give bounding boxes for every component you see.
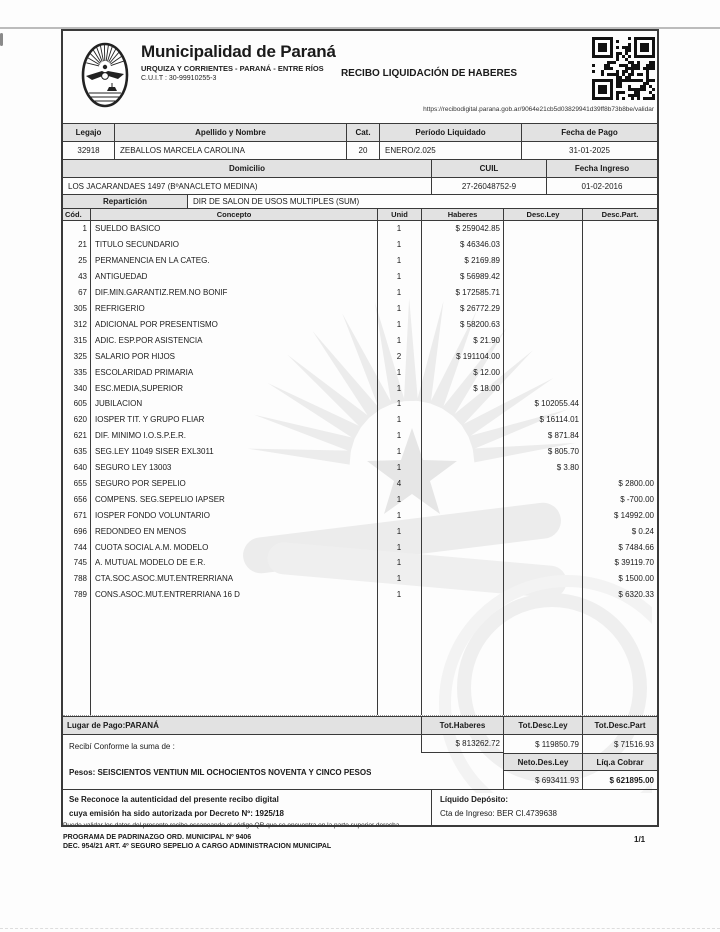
cell-unid: 1 — [396, 319, 402, 329]
cell-unid: 1 — [396, 590, 402, 600]
liquido-deposito-label: Líquido Depósito: — [440, 795, 508, 804]
reparticion-value: DIR DE SALON DE USOS MULTIPLES (SUM) — [187, 195, 657, 208]
legajo-label: Legajo — [75, 128, 102, 137]
cell-unid: 1 — [396, 288, 402, 298]
concepts-header-row — [63, 208, 657, 220]
cell-desc_ley: $ 3.80 — [556, 463, 579, 473]
tot-desc-ley-label: Tot.Desc.Ley — [503, 717, 582, 734]
table-row — [63, 523, 657, 539]
cod-column-header: Cód. — [65, 210, 82, 219]
cell-unid: 2 — [396, 351, 402, 361]
cell-cod: 744 — [73, 542, 87, 552]
cell-desc_part: $ 14992.00 — [613, 510, 654, 520]
cell-unid: 1 — [396, 415, 402, 425]
cell-cod: 656 — [73, 494, 87, 504]
cell-concepto: DIF.MIN.GARANTIZ.REM.NO BONIF — [95, 288, 228, 298]
cuil-value: 27-26048752-9 — [431, 178, 546, 194]
table-row — [63, 269, 657, 285]
cell-concepto: SEGURO POR SEPELIO — [95, 478, 186, 488]
table-row — [63, 237, 657, 253]
cell-concepto: REDONDEO EN MENOS — [95, 526, 187, 536]
reparticion-label: Repartición — [63, 195, 187, 208]
cell-unid: 1 — [396, 510, 402, 520]
tot-haberes-label: Tot.Haberes — [421, 717, 503, 734]
totals-values-area — [63, 734, 657, 789]
cell-unid: 1 — [396, 256, 402, 266]
concepts-table-body — [63, 220, 657, 716]
cell-unid: 1 — [396, 240, 402, 250]
table-row — [63, 571, 657, 587]
cell-unid: 1 — [396, 224, 402, 234]
tot-desc-part-value: $ 71516.93 — [582, 735, 657, 753]
cell-cod: 621 — [73, 431, 87, 441]
cell-desc_part: $ 0.24 — [631, 526, 654, 536]
cell-concepto: REFRIGERIO — [95, 303, 145, 313]
cell-cod: 789 — [73, 590, 87, 600]
deposit-info — [431, 790, 657, 825]
programa-padrinazgo-note: PROGRAMA DE PADRINAZGO ORD. MUNICIPAL Nº 9406 — [63, 834, 252, 841]
periodo-value: ENERO/2.025 — [379, 142, 521, 159]
cell-unid: 1 — [396, 447, 402, 457]
cell-concepto: JUBILACION — [95, 399, 143, 409]
haberes-column-header: Haberes — [421, 209, 503, 220]
cell-desc_ley: $ 16114.01 — [539, 415, 579, 425]
unid-column-header: Unid — [377, 209, 421, 220]
cell-unid: 1 — [396, 399, 402, 409]
authenticity-text — [63, 790, 431, 825]
employee-header-row-2 — [63, 159, 657, 177]
cell-concepto: ADIC. ESP.POR ASISTENCIA — [95, 335, 203, 345]
desc-ley-column-header: Desc.Ley — [503, 209, 582, 220]
recibi-conforme-text: Recibí Conforme la suma de : — [69, 741, 175, 751]
table-row — [63, 507, 657, 523]
cell-unid: 1 — [396, 574, 402, 584]
neto-des-ley-value: $ 693411.93 — [503, 770, 582, 789]
cell-concepto: SEGURO LEY 13003 — [95, 463, 172, 473]
neto-des-ley-label: Neto.Des.Ley — [503, 753, 582, 770]
cell-cod: 696 — [73, 526, 87, 536]
table-row — [63, 539, 657, 555]
liq-a-cobrar-value: $ 621895.00 — [582, 770, 657, 789]
cell-desc_part: $ -700.00 — [620, 494, 654, 504]
cell-unid: 1 — [396, 335, 402, 345]
cat-label: Cat. — [346, 124, 379, 141]
cell-haberes: $ 26772.29 — [459, 303, 500, 313]
legajo-value: 32918 — [77, 146, 100, 155]
cell-cod: 620 — [73, 415, 87, 425]
municipal-seal-icon — [80, 41, 130, 109]
qr-validation-note: Puede validar los datos del presente recibo escaneando el código QR que se encuentra en la parte superior derecha — [63, 822, 400, 829]
cat-value: 20 — [346, 142, 379, 159]
table-row — [63, 460, 657, 476]
fecha-pago-value: 31-01-2025 — [521, 142, 657, 159]
table-row — [63, 396, 657, 412]
monto-en-letras: Pesos: SEISCIENTOS VENTIUN MIL OCHOCIENTOS NOVENTA Y CINCO PESOS — [69, 767, 372, 777]
domicilio-value: LOS JACARANDAES 1497 (BºANACLETO MEDINA) — [68, 181, 258, 191]
cell-unid: 1 — [396, 526, 402, 536]
table-row — [63, 332, 657, 348]
cell-cod: 1 — [82, 224, 87, 234]
cell-cod: 325 — [73, 351, 87, 361]
cell-unid: 1 — [396, 463, 402, 473]
table-row — [63, 285, 657, 301]
domicilio-label: Domicilio — [228, 164, 265, 173]
cell-concepto: CTA.SOC.ASOC.MUT.ENTRERRIANA — [95, 574, 234, 584]
fecha-ingreso-label: Fecha Ingreso — [546, 160, 657, 177]
table-row — [63, 412, 657, 428]
receipt-document — [61, 29, 659, 827]
cell-cod: 43 — [78, 272, 87, 282]
cell-concepto: PERMANENCIA EN LA CATEG. — [95, 256, 210, 266]
cell-concepto: ANTIGUEDAD — [95, 272, 148, 282]
table-row — [63, 316, 657, 332]
cell-haberes: $ 12.00 — [473, 367, 500, 377]
cell-concepto: ESCOLARIDAD PRIMARIA — [95, 367, 194, 377]
tot-desc-part-label: Tot.Desc.Part — [582, 717, 657, 734]
page-number: 1/1 — [634, 835, 646, 844]
org-address: URQUIZA Y CORRIENTES - PARANÁ - ENTRE RÍOS — [141, 64, 324, 73]
reparticion-row — [63, 194, 657, 208]
fecha-ingreso-value: 01-02-2016 — [546, 178, 657, 194]
cell-unid: 1 — [396, 303, 402, 313]
cell-haberes: $ 172585.71 — [455, 288, 500, 298]
lugar-de-pago: Lugar de Pago:PARANÁ — [67, 721, 159, 730]
page-bottom-rule — [0, 928, 720, 929]
cell-concepto: CUOTA SOCIAL A.M. MODELO — [95, 542, 209, 552]
cell-concepto: DIF. MINIMO I.O.S.P.E.R. — [95, 431, 186, 441]
cell-concepto: SEG.LEY 11049 SISER EXL3011 — [95, 447, 214, 457]
table-row — [63, 555, 657, 571]
cell-haberes: $ 46346.03 — [459, 240, 500, 250]
cell-desc_part: $ 2800.00 — [618, 478, 654, 488]
cell-cod: 21 — [78, 240, 87, 250]
org-name: Municipalidad de Paraná — [141, 42, 336, 61]
table-row — [63, 491, 657, 507]
cell-cod: 605 — [73, 399, 87, 409]
cell-desc_part: $ 6320.33 — [618, 590, 654, 600]
cell-unid: 1 — [396, 367, 402, 377]
cell-haberes: $ 18.00 — [473, 383, 500, 393]
cell-haberes: $ 2169.89 — [464, 256, 500, 266]
totals-header-row — [63, 716, 657, 734]
authenticity-section — [63, 789, 657, 825]
table-row — [63, 428, 657, 444]
cell-concepto: A. MUTUAL MODELO DE E.R. — [95, 558, 206, 568]
cell-concepto: TITULO SECUNDARIO — [95, 240, 180, 250]
nombre-value: ZEBALLOS MARCELA CAROLINA — [114, 142, 346, 159]
employee-value-row-1 — [63, 141, 657, 159]
cell-cod: 315 — [73, 335, 87, 345]
cell-desc_ley: $ 871.84 — [547, 431, 579, 441]
auth-line-1: Se Reconoce la autenticidad del presente recibo digital — [69, 795, 279, 804]
cell-unid: 1 — [396, 431, 402, 441]
cell-desc_part: $ 7484.66 — [618, 542, 654, 552]
cell-cod: 655 — [73, 478, 87, 488]
cell-cod: 745 — [73, 558, 87, 568]
receipt-header — [63, 31, 657, 123]
cell-cod: 640 — [73, 463, 87, 473]
scan-edge-artifact — [0, 33, 3, 46]
table-row — [63, 364, 657, 380]
cell-cod: 788 — [73, 574, 87, 584]
cell-unid: 1 — [396, 558, 402, 568]
periodo-label: Período Liquidado — [379, 124, 521, 141]
cell-unid: 1 — [396, 272, 402, 282]
desc-part-column-header: Desc.Part. — [582, 209, 657, 220]
employee-value-row-2 — [63, 177, 657, 194]
nombre-label: Apellido y Nombre — [114, 124, 346, 141]
cell-cod: 335 — [73, 367, 87, 377]
tot-desc-ley-value: $ 119850.79 — [503, 735, 582, 753]
table-row — [63, 380, 657, 396]
cell-haberes: $ 21.90 — [473, 335, 500, 345]
cell-concepto: IOSPER FONDO VOLUNTARIO — [95, 510, 210, 520]
cell-cod: 312 — [73, 319, 87, 329]
cell-desc_part: $ 1500.00 — [618, 574, 654, 584]
decreto-seguro-note: DEC. 954/21 ART. 4º SEGURO SEPELIO A CARGO ADMINISTRACION MUNICIPAL — [63, 843, 332, 850]
cell-cod: 67 — [78, 288, 87, 298]
cell-concepto: COMPENS. SEG.SEPELIO IAPSER — [95, 494, 225, 504]
document-title: RECIBO LIQUIDACIÓN DE HABERES — [340, 68, 518, 79]
fecha-pago-label: Fecha de Pago — [521, 124, 657, 141]
table-row — [63, 348, 657, 364]
cell-desc_ley: $ 805.70 — [547, 447, 579, 457]
cell-cod: 635 — [73, 447, 87, 457]
concepto-column-header: Concepto — [90, 209, 377, 220]
cell-haberes: $ 259042.85 — [455, 224, 500, 234]
cuil-label: CUIL — [431, 160, 546, 177]
table-row — [63, 221, 657, 237]
table-row — [63, 476, 657, 492]
cell-concepto: IOSPER TIT. Y GRUPO FLIAR — [95, 415, 205, 425]
cell-unid: 1 — [396, 383, 402, 393]
cell-concepto: CONS.ASOC.MUT.ENTRERRIANA 16 D — [95, 590, 240, 600]
validation-url: https://recibodigital.parana.gob.ar/9064e21cb5d03829941d39ff8b73b8be/validar — [423, 106, 654, 113]
cell-concepto: ADICIONAL POR PRESENTISMO — [95, 319, 218, 329]
cta-ingreso-value: Cta de Ingreso: BER CI.4739638 — [440, 809, 557, 818]
cell-desc_ley: $ 102055.44 — [534, 399, 579, 409]
cell-cod: 340 — [73, 383, 87, 393]
cell-cod: 671 — [73, 510, 87, 520]
table-row — [63, 301, 657, 317]
cell-unid: 1 — [396, 542, 402, 552]
cell-haberes: $ 191104.00 — [456, 351, 500, 361]
auth-line-2: cuya emisión ha sido autorizada por Decreto Nº: 1925/18 — [69, 809, 284, 818]
cell-desc_part: $ 39119.70 — [614, 558, 654, 568]
liq-a-cobrar-label: Líq.a Cobrar — [582, 753, 657, 770]
cell-concepto: ESC.MEDIA,SUPERIOR — [95, 383, 184, 393]
qr-code-icon — [592, 37, 655, 100]
cell-cod: 25 — [78, 256, 87, 266]
table-row — [63, 444, 657, 460]
cell-unid: 4 — [396, 478, 402, 488]
cell-unid: 1 — [396, 494, 402, 504]
cell-concepto: SALARIO POR HIJOS — [95, 351, 176, 361]
cell-haberes: $ 58200.63 — [459, 319, 500, 329]
table-row — [63, 253, 657, 269]
tot-haberes-value: $ 813262.72 — [421, 735, 503, 753]
cell-haberes: $ 56989.42 — [459, 272, 500, 282]
cell-cod: 305 — [73, 303, 87, 313]
org-cuit: C.U.I.T : 30-99910255-3 — [141, 75, 217, 82]
employee-header-row-1 — [63, 123, 657, 141]
table-row — [63, 587, 657, 603]
cell-concepto: SUELDO BASICO — [95, 224, 161, 234]
